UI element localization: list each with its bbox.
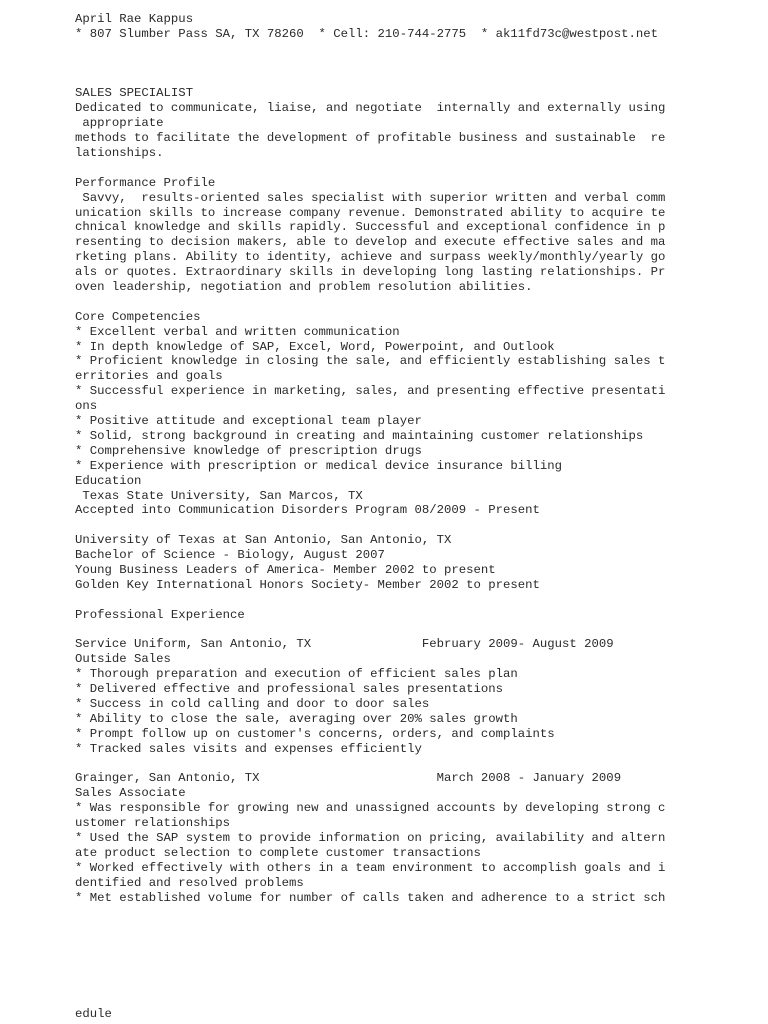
job-duty: * Met established volume for number of calls taken and adherence to a strict sch xyxy=(75,890,666,905)
spacer xyxy=(75,72,675,87)
competency-item: * Positive attitude and exceptional team player xyxy=(75,414,422,429)
continued-text: edule xyxy=(75,1007,112,1021)
education-line: Bachelor of Science - Biology, August 2007 xyxy=(75,548,385,563)
education-line: Young Business Leaders of America- Member 2002 to present xyxy=(75,562,496,577)
profile-line: chnical knowledge and skills rapidly. Successful and exceptional confidence in p xyxy=(75,220,666,235)
job-duty: * Worked effectively with others in a team environment to accomplish goals and i xyxy=(75,860,666,875)
resume-document xyxy=(75,12,675,905)
education-line: Golden Key International Honors Society- Member 2002 to present xyxy=(75,577,540,592)
job-duty: * Delivered effective and professional sales presentations xyxy=(75,682,504,697)
competency-item: * Successful experience in marketing, sales, and presenting effective presentati xyxy=(75,384,666,399)
job-role: Outside Sales xyxy=(75,652,171,667)
spacer xyxy=(75,518,675,533)
job-duty: * Used the SAP system to provide information on pricing, availability and altern xyxy=(75,830,666,845)
spacer xyxy=(75,57,675,72)
objective-line: lationships. xyxy=(75,146,164,161)
competency-item: * Solid, strong background in creating and maintaining customer relationships xyxy=(75,428,644,443)
spacer xyxy=(75,757,675,772)
education-line: Texas State University, San Marcos, TX xyxy=(75,488,363,503)
competency-item: erritories and goals xyxy=(75,369,223,384)
job-employer-line: Service Uniform, San Antonio, TX February 2009- August 2009 xyxy=(75,637,614,652)
experience-heading: Professional Experience xyxy=(75,607,245,622)
objective-title: SALES SPECIALIST xyxy=(75,86,194,101)
spacer xyxy=(75,42,675,57)
job-duty: dentified and resolved problems xyxy=(75,875,304,890)
profile-line: Savvy, results-oriented sales specialist with superior written and verbal comm xyxy=(75,190,666,205)
objective-line: methods to facilitate the development of profitable business and sustainable re xyxy=(75,131,666,146)
spacer xyxy=(75,623,675,638)
profile-line: resenting to decision makers, able to develop and execute effective sales and ma xyxy=(75,235,666,250)
objective-line: Dedicated to communicate, liaise, and negotiate internally and externally using xyxy=(75,101,666,116)
job-duty: * Success in cold calling and door to door sales xyxy=(75,696,430,711)
education-line: Accepted into Communication Disorders Program 08/2009 - Present xyxy=(75,503,540,518)
job-duty: * Prompt follow up on customer's concerns, orders, and complaints xyxy=(75,726,555,741)
spacer xyxy=(75,593,675,608)
competency-item: * Proficient knowledge in closing the sale, and efficiently establishing sales t xyxy=(75,354,666,369)
profile-heading: Performance Profile xyxy=(75,175,216,190)
competency-item: * In depth knowledge of SAP, Excel, Word, Powerpoint, and Outlook xyxy=(75,339,555,354)
job-duty: * Was responsible for growing new and unassigned accounts by developing strong c xyxy=(75,801,666,816)
objective-line: appropriate xyxy=(75,116,164,131)
spacer xyxy=(75,161,675,176)
job-role: Sales Associate xyxy=(75,786,186,801)
job-duty: * Tracked sales visits and expenses efficiently xyxy=(75,741,422,756)
job-employer-line: Grainger, San Antonio, TX March 2008 - January 2009 xyxy=(75,771,622,786)
competency-item: * Comprehensive knowledge of prescription drugs xyxy=(75,443,422,458)
profile-line: rketing plans. Ability to identity, achieve and surpass weekly/monthly/yearly go xyxy=(75,250,666,265)
competency-item: * Experience with prescription or medical device insurance billing xyxy=(75,458,563,473)
competencies-heading: Core Competencies xyxy=(75,309,201,324)
job-duty: ustomer relationships xyxy=(75,816,230,831)
education-heading: Education xyxy=(75,473,142,488)
applicant-name: April Rae Kappus xyxy=(75,12,194,26)
spacer xyxy=(75,295,675,310)
job-duty: * Thorough preparation and execution of efficient sales plan xyxy=(75,667,518,682)
competency-item: * Excellent verbal and written communication xyxy=(75,324,400,339)
contact-line: * 807 Slumber Pass SA, TX 78260 * Cell: 210-744-2775 * ak11fd73c@westpost.net xyxy=(75,26,658,41)
profile-line: als or quotes. Extraordinary skills in developing long lasting relationships. Pr xyxy=(75,265,666,280)
competency-item: ons xyxy=(75,399,98,414)
profile-line: unication skills to increase company revenue. Demonstrated ability to acquire te xyxy=(75,205,666,220)
education-line: University of Texas at San Antonio, San Antonio, TX xyxy=(75,533,452,548)
profile-line: oven leadership, negotiation and problem resolution abilities. xyxy=(75,280,533,295)
job-duty: * Ability to close the sale, averaging over 20% sales growth xyxy=(75,711,518,726)
job-duty: ate product selection to complete customer transactions xyxy=(75,845,481,860)
